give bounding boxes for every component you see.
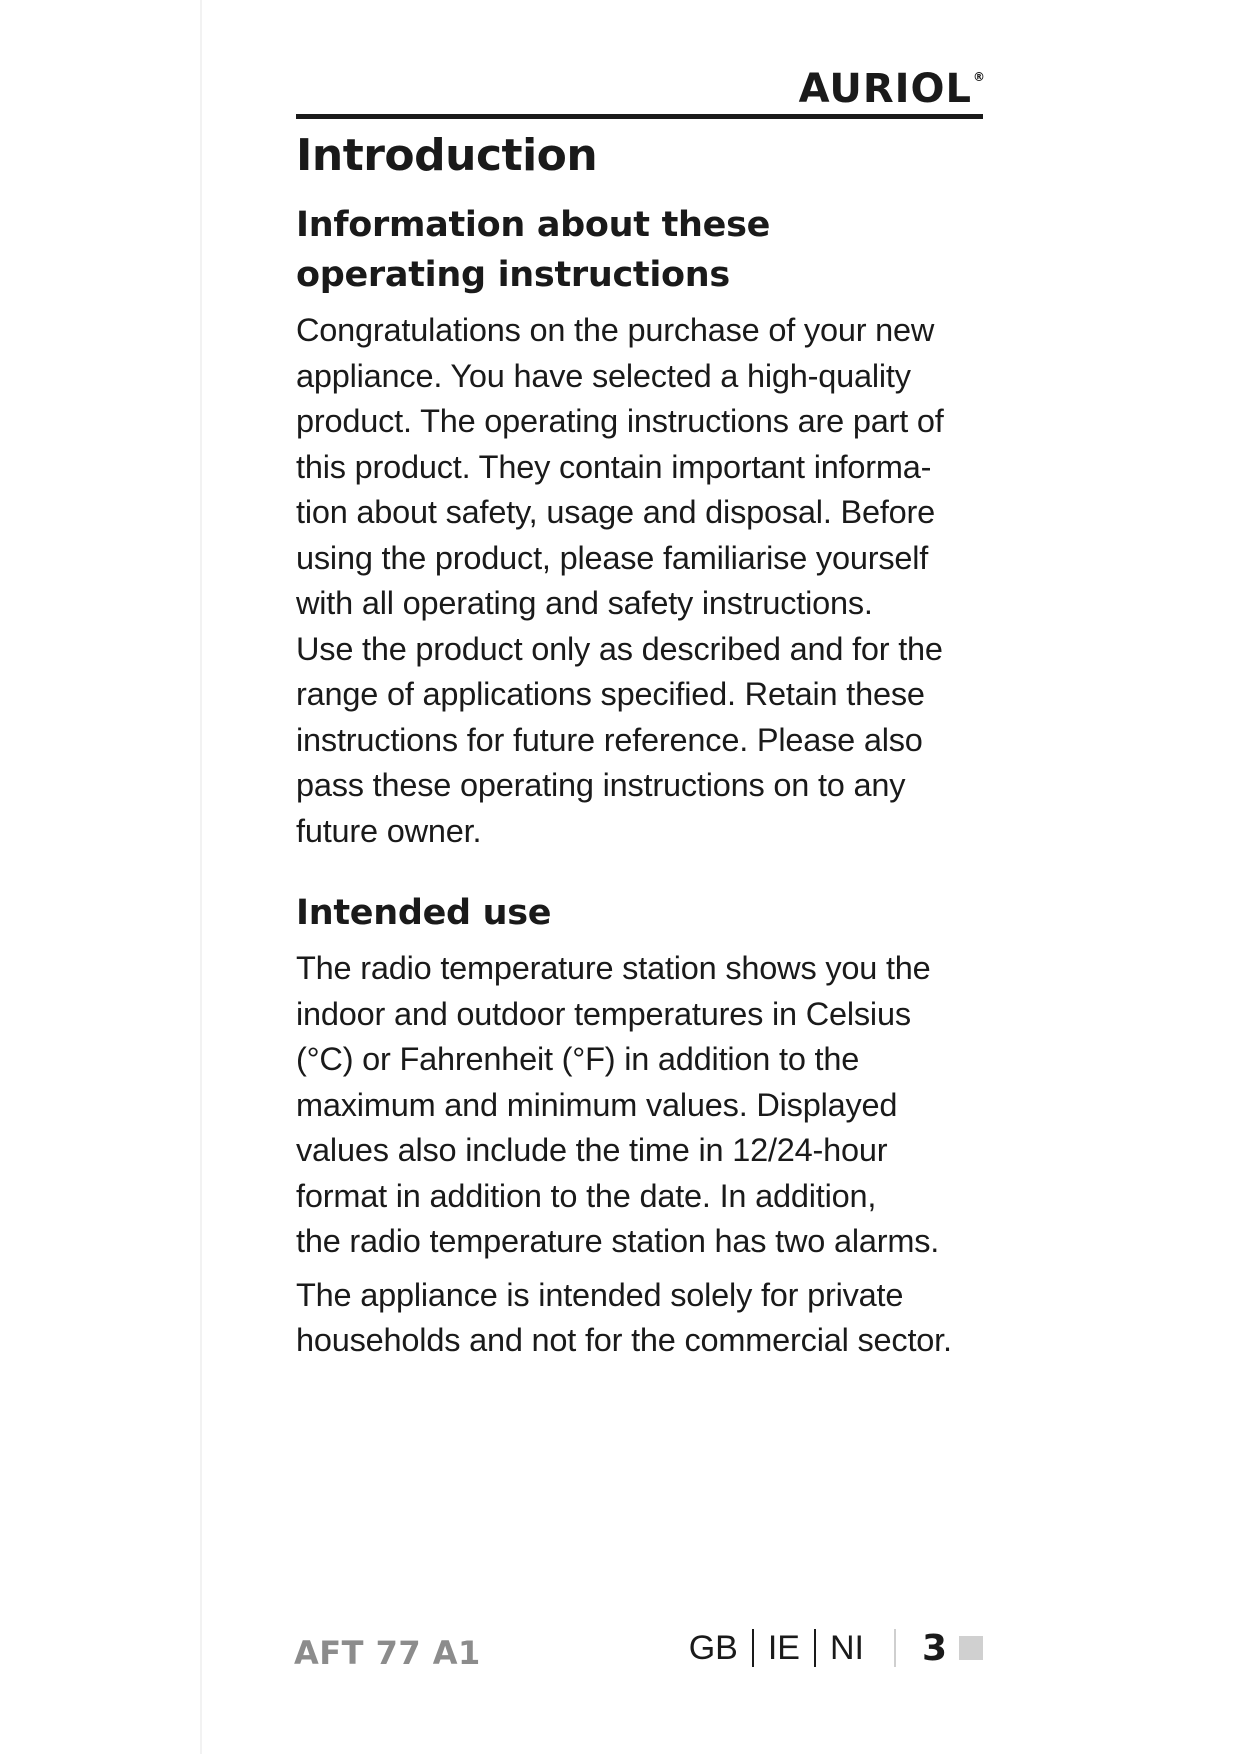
text-line: using the product, please familiarise yourself <box>296 539 929 576</box>
header-rule <box>296 114 983 119</box>
text-line: pass these operating instructions on to any <box>296 767 906 803</box>
section-heading-line: Information about these <box>296 205 771 245</box>
text-line: instructions for future reference. Please also <box>296 721 923 758</box>
text-line: this product. They contain important informa- <box>296 448 932 485</box>
brand-name: AURIOL <box>798 66 972 112</box>
text-line: range of applications specified. Retain these <box>296 676 925 712</box>
paragraph-private-use <box>296 1273 986 1364</box>
page-content <box>296 126 986 1364</box>
separator <box>814 1629 816 1667</box>
paragraph-congratulations <box>296 308 986 854</box>
section-heading-intended-use: Intended use <box>296 893 552 933</box>
section-heading-line: operating instructions <box>296 255 730 295</box>
text-line: maximum and minimum values. Displayed <box>296 1086 898 1123</box>
section-heading-information <box>296 200 986 300</box>
country-code-ni: NI <box>829 1628 864 1667</box>
footer-model-number: AFT 77 A1 <box>294 1634 481 1672</box>
page-marker-square-icon <box>959 1636 983 1660</box>
text-line: Congratulations on the purchase of your new <box>296 312 935 348</box>
brand-logo <box>799 66 986 112</box>
page-title: Introduction <box>296 130 598 181</box>
text-line: format in addition to the date. In addition, <box>296 1177 877 1214</box>
paragraph-intended-use <box>296 946 986 1265</box>
text-line: appliance. You have selected a high-quality <box>296 357 911 394</box>
separator <box>752 1629 754 1667</box>
country-code-gb: GB <box>688 1628 738 1667</box>
text-line: future owner. <box>296 812 482 849</box>
text-line: The radio temperature station shows you the <box>296 950 931 986</box>
text-line: (°C) or Fahrenheit (°F) in addition to the <box>296 1041 860 1077</box>
text-line: households and not for the commercial sector. <box>296 1322 952 1358</box>
registered-mark: ® <box>973 70 986 84</box>
text-line: The appliance is intended solely for private <box>296 1276 904 1313</box>
separator-light <box>894 1629 896 1667</box>
text-line: the radio temperature station has two alarms. <box>296 1223 940 1259</box>
country-code-ie: IE <box>767 1628 800 1667</box>
page-edge-shadow <box>200 0 202 1754</box>
text-line: indoor and outdoor temperatures in Celsius <box>296 995 911 1032</box>
footer-navigation <box>689 1626 983 1670</box>
text-line: with all operating and safety instructions. <box>296 585 873 621</box>
text-line: values also include the time in 12/24-hour <box>296 1132 888 1168</box>
text-line: tion about safety, usage and disposal. Before <box>296 494 936 530</box>
page-number: 3 <box>921 1627 947 1669</box>
text-line: product. The operating instructions are part of <box>296 403 944 439</box>
text-line: Use the product only as described and for the <box>296 630 943 667</box>
